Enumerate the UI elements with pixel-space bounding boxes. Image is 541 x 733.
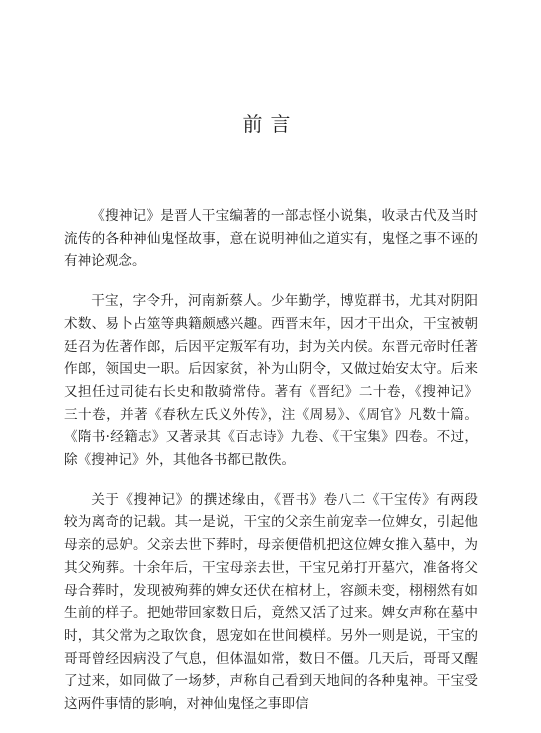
paragraph-1: 《搜神记》是晋人干宝编著的一部志怪小说集，收录古代及当时流传的各种神仙鬼怪故事，意在说明神仙之道实有，鬼怪之事不诬的有神论观念。 [64,208,478,270]
page-title: 前言 [242,112,299,136]
paragraph-2: 干宝，字令升，河南新蔡人。少年勤学，博览群书，尤其对阴阳术数、易卜占筮等典籍颇感兴趣。西晋末年，因才干出众，干宝被朝廷召为佐著作郎，后因平定叛军有功，封为关内侯。东晋元帝时任著作郎，领国史一职。后因家贫，补为山阴令，又做过始安太守。后来又担任过司徒右长史和散骑常侍。著有《晋纪》二十卷，《搜神记》三十卷，并著《春秋左氏义外传》，注《周易》、《周官》凡数十篇。《隋书·经籍志》又著录其《百志诗》九卷、《干宝集》四卷。不过，除《搜神记》外，其他各书都已散佚。 [64,293,478,469]
preface-body [64,205,478,733]
paragraph-3: 关于《搜神记》的撰述缘由，《晋书》卷八二《干宝传》有两段较为离奇的记载。其一是说，干宝的父亲生前宠幸一位婢女，引起他母亲的忌妒。父亲去世下葬时，母亲便借机把这位婢女推入墓中，为其父殉葬。十余年后，干宝母亲去世，干宝兄弟打开墓穴，准备将父母合葬时，发现被殉葬的婢女还伏在棺材上，容颜未变，栩栩然有如生前的样子。把她带回家数日后，竟然又活了过来。婢女声称在墓中时，其父常为之取饮食，恩宠如在世间模样。另外一则是说，干宝的哥哥曾经因病没了气息，但体温如常，数日不僵。几天后，哥哥又醒了过来，如同做了一场梦，声称自己看到天地间的各种鬼神。干宝受这两件事情的影响，对神仙鬼怪之事即信 [64,491,478,713]
